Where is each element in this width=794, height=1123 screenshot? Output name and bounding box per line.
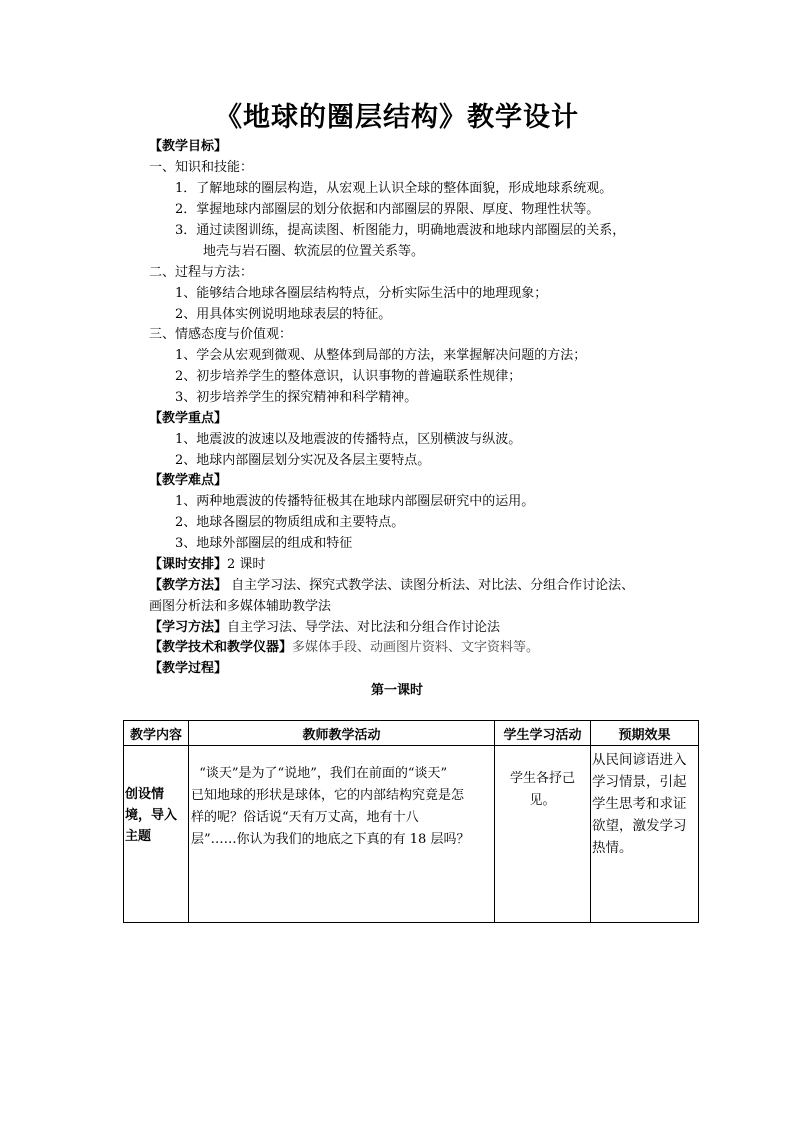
content-line: 境，导入	[125, 808, 178, 823]
study-methods-line	[149, 618, 500, 638]
process-title: 【教学过程】	[149, 661, 228, 676]
methods-value: 自主学习法、探究式教学法、读图分析法、对比法、分组合作讨论法、	[227, 578, 635, 593]
process-item-1: 1、能够结合地球各圈层结构特点，分析实际生活中的地理现象；	[175, 286, 548, 301]
student-line: 学生各抒己	[509, 771, 575, 786]
difficulties-item-2: 2、地球各圈层的物质组成和主要特点。	[175, 515, 405, 530]
table-header-row	[124, 721, 699, 746]
teacher-line: 层”……你认为我们的地底之下真的有 18 层吗？	[191, 832, 470, 847]
effect-line: 学生思考和求证	[592, 796, 687, 812]
difficulties-header: 【教学难点】	[149, 473, 228, 488]
schedule-label: 【课时安排】	[149, 557, 228, 572]
knowledge-header: 一、知识和技能：	[149, 160, 254, 175]
process-header: 二、过程与方法：	[149, 265, 254, 280]
knowledge-item-1: 1．了解地球的圈层构造，从宏观上认识全球的整体面貌，形成地球系统观。	[175, 181, 613, 196]
emotion-item-2: 2、初步培养学生的整体意识，认识事物的普遍联系性规律；	[175, 369, 522, 384]
emotion-item-1: 1、学会从宏观到微观、从整体到局部的方法，来掌握解决问题的方法；	[175, 348, 587, 363]
keypoints-item-2: 2、地球内部圈层划分实况及各层主要特点。	[175, 453, 431, 468]
knowledge-item-3: 3．通过读图训练，提高读图、析图能力，明确地震波和地球内部圈层的关系，	[175, 223, 626, 238]
study-methods-label: 【学习方法】	[149, 620, 228, 635]
cell-content	[124, 746, 189, 923]
lesson-plan-table	[123, 720, 699, 923]
emotion-header: 三、情感态度与价值观：	[149, 327, 293, 342]
schedule-line	[149, 555, 265, 575]
methods-label: 【教学方法】	[149, 578, 228, 593]
methods-line	[149, 576, 634, 596]
methods-value-cont: 画图分析法和多媒体辅助教学法	[149, 599, 332, 614]
keypoints-item-1: 1、地震波的波速以及地震波的传播特点，区别横波与纵波。	[175, 432, 522, 447]
technology-line	[149, 638, 539, 658]
technology-label: 【教学技术和教学仪器】	[149, 640, 293, 655]
schedule-value: 2 课时	[227, 557, 266, 572]
header-content: 教学内容	[124, 721, 189, 746]
cell-student-activity	[495, 746, 591, 923]
student-line: 见。	[529, 793, 556, 808]
content-line: 主题	[125, 829, 152, 844]
knowledge-item-2: 2．掌握地球内部圈层的划分依据和内部圈层的界限、厚度、物理性状等。	[175, 202, 600, 217]
effect-line: 热情。	[592, 840, 633, 856]
header-teacher-activity: 教师教学活动	[189, 721, 495, 746]
cell-teacher-activity	[189, 746, 495, 923]
study-methods-value: 自主学习法、导学法、对比法和分组合作讨论法	[227, 620, 501, 635]
content-line: 创设情	[125, 787, 165, 802]
header-student-activity: 学生学习活动	[495, 721, 591, 746]
technology-value: 多媒体手段、动画图片资料、文字资料等。	[292, 640, 540, 655]
keypoints-header: 【教学重点】	[149, 411, 228, 426]
table-row	[124, 746, 699, 923]
effect-line: 欲望，激发学习	[592, 818, 687, 834]
header-expected-effect: 预期效果	[591, 721, 699, 746]
document-title: 《地球的圈层结构》教学设计	[215, 102, 579, 133]
teacher-line: 已知地球的形状是球体，它的内部结构究竟是怎	[191, 788, 465, 803]
difficulties-item-3: 3、地球外部圈层的组成和特征	[175, 536, 353, 551]
objectives-header: 【教学目标】	[149, 139, 228, 154]
emotion-item-3: 3、初步培养学生的探究精神和科学精神。	[175, 390, 418, 405]
cell-expected-effect	[591, 746, 699, 923]
effect-line: 从民间谚语进入	[592, 752, 687, 768]
difficulties-item-1: 1、两种地震波的传播特征极其在地球内部圈层研究中的运用。	[175, 494, 535, 509]
teacher-line: “谈天”是为了“说地”，我们在前面的“谈天”	[191, 766, 448, 781]
knowledge-item-3-cont: 地壳与岩石圈、软流层的位置关系等。	[203, 244, 425, 259]
effect-line: 学习情景，引起	[592, 774, 687, 790]
lesson-title: 第一课时	[370, 683, 423, 698]
process-item-2: 2、用具体实例说明地球表层的特征。	[175, 307, 392, 322]
teacher-line: 样的呢？俗话说“天有万丈高，地有十八	[191, 810, 419, 825]
